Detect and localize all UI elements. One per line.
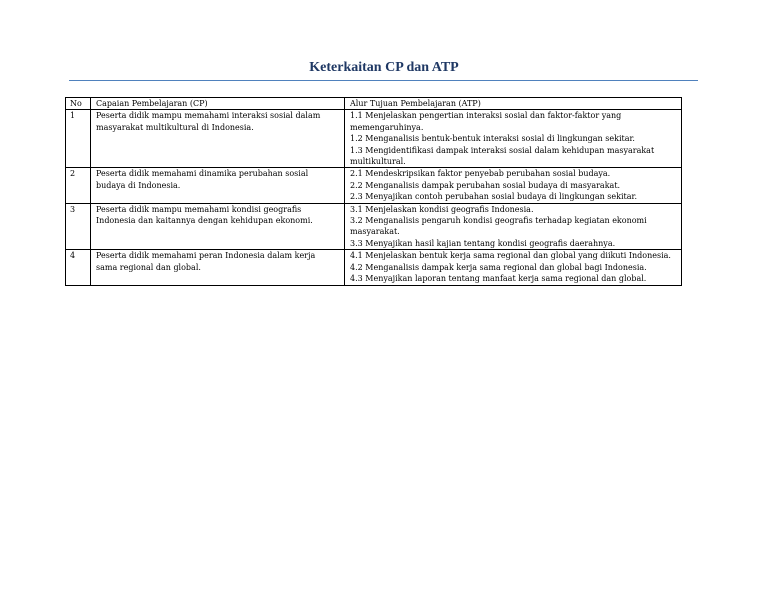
header-atp: Alur Tujuan Pembelajaran (ATP) xyxy=(345,98,682,110)
table-row xyxy=(66,203,682,250)
row-cp: Peserta didik memahami dinamika perubahan sosial budaya di Indonesia. xyxy=(91,168,345,203)
header-cp: Capaian Pembelajaran (CP) xyxy=(91,98,345,110)
atp-item: 3.1 Menjelaskan kondisi geografis Indonesia. xyxy=(350,204,534,214)
table-header-row xyxy=(66,98,682,110)
row-no: 2 xyxy=(66,168,91,203)
atp-item: 3.2 Menganalisis pengaruh kondisi geografis terhadap kegiatan ekonomi masyarakat. xyxy=(350,216,647,237)
atp-item: 4.1 Menjelaskan bentuk kerja sama regional dan global yang diikuti Indonesia. xyxy=(350,251,671,261)
atp-item: 4.2 Menganalisis dampak kerja sama regional dan global bagi Indonesia. xyxy=(350,262,647,272)
row-no: 3 xyxy=(66,203,91,250)
row-atp xyxy=(345,250,682,285)
atp-item: 1.1 Menjelaskan pengertian interaksi sosial dan faktor-faktor yang memengaruhinya. xyxy=(350,111,622,132)
atp-item: 1.3 Mengidentifikasi dampak interaksi sosial dalam kehidupan masyarakat multikultural. xyxy=(350,145,655,167)
row-cp: Peserta didik mampu memahami kondisi geografis Indonesia dan kaitannya dengan kehidupan ekonomi. xyxy=(91,203,345,250)
row-cp: Peserta didik mampu memahami interaksi sosial dalam masyarakat multikultural di Indonesia. xyxy=(91,110,345,168)
document-title: Keterkaitan CP dan ATP xyxy=(309,60,459,75)
title-divider xyxy=(69,80,698,81)
row-no: 4 xyxy=(66,250,91,285)
cp-atp-table xyxy=(65,97,682,286)
header-no: No xyxy=(66,98,91,110)
atp-item: 4.3 Menyajikan laporan tentang manfaat kerja sama regional dan global. xyxy=(350,274,647,284)
atp-item: 2.1 Mendeskripsikan faktor penyebab perubahan sosial budaya. xyxy=(350,169,611,179)
table-row xyxy=(66,168,682,203)
row-atp xyxy=(345,168,682,203)
atp-item: 3.3 Menyajikan hasil kajian tentang kondisi geografis daerahnya. xyxy=(350,238,616,248)
atp-item: 2.2 Menganalisis dampak perubahan sosial budaya di masyarakat. xyxy=(350,180,621,190)
row-no: 1 xyxy=(66,110,91,168)
row-atp xyxy=(345,203,682,250)
row-cp: Peserta didik memahami peran Indonesia dalam kerja sama regional dan global. xyxy=(91,250,345,285)
table-row xyxy=(66,110,682,168)
atp-item: 2.3 Menyajikan contoh perubahan sosial budaya di lingkungan sekitar. xyxy=(350,192,638,202)
atp-item: 1.2 Menganalisis bentuk-bentuk interaksi sosial di lingkungan sekitar. xyxy=(350,134,635,144)
row-atp xyxy=(345,110,682,168)
table-row xyxy=(66,250,682,285)
